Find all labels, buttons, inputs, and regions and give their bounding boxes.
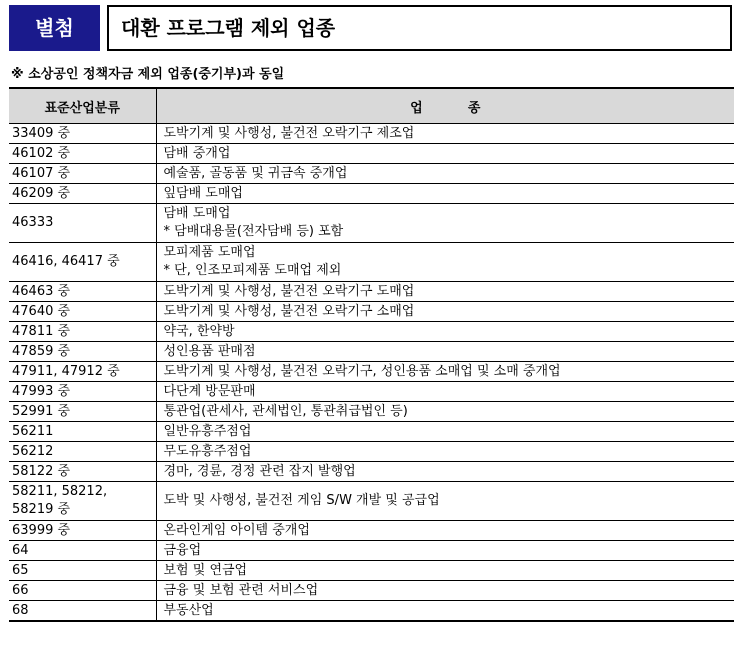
industry-code: 56211 <box>12 423 54 439</box>
industry-code-cell <box>9 402 156 422</box>
table-row <box>9 362 734 382</box>
industry-description-cell <box>156 541 734 561</box>
table-row <box>9 342 734 362</box>
table-row <box>9 541 734 561</box>
industry-description: 다단계 방문판매 <box>163 383 256 399</box>
table-row <box>9 382 734 402</box>
table-row <box>9 601 734 622</box>
industry-code-cell <box>9 362 156 382</box>
table-row <box>9 282 734 302</box>
industry-code: 46209 중 <box>12 185 71 201</box>
industry-description: 일반유흥주점업 <box>163 423 252 439</box>
industry-description-cell <box>156 482 734 521</box>
industry-code-cell <box>9 422 156 442</box>
industry-description: * 담배대용물(전자담배 등) 포함 <box>163 224 344 239</box>
industry-code: 58211, 58212, <box>12 484 108 499</box>
industry-code: 46102 중 <box>12 145 71 161</box>
industry-code-cell <box>9 601 156 622</box>
industry-code: 47640 중 <box>12 303 71 319</box>
table-row <box>9 581 734 601</box>
industry-code-cell <box>9 581 156 601</box>
industry-code-cell <box>9 164 156 184</box>
page-title: 대환 프로그램 제외 업종 <box>107 5 732 51</box>
industry-code: 46333 <box>12 215 54 230</box>
industry-description-cell <box>156 124 734 144</box>
table-row <box>9 561 734 581</box>
industry-code: 66 <box>12 582 29 598</box>
industry-description: 보험 및 연금업 <box>163 562 248 578</box>
industry-description: 잎담배 도매업 <box>163 185 243 201</box>
industry-code-cell <box>9 561 156 581</box>
industry-code: 47859 중 <box>12 343 71 359</box>
industry-description: 도박기계 및 사행성, 불건전 오락기구 제조업 <box>163 125 415 141</box>
industry-code: 58122 중 <box>12 463 71 479</box>
industry-description-cell <box>156 402 734 422</box>
industry-description: 경마, 경륜, 경정 관련 잡지 발행업 <box>163 463 356 479</box>
industry-code-cell <box>9 342 156 362</box>
industry-description-cell <box>156 462 734 482</box>
table-row <box>9 302 734 322</box>
industry-description: 모피제품 도매업 <box>163 245 256 260</box>
column-header-code: 표준산업분류 <box>9 88 156 124</box>
industry-description-cell <box>156 601 734 622</box>
table-row <box>9 243 734 282</box>
industry-description: 금융업 <box>163 542 202 558</box>
excluded-industries-table <box>9 87 734 622</box>
column-header-industry: 업 종 <box>156 88 734 124</box>
table-row <box>9 144 734 164</box>
industry-code-cell <box>9 144 156 164</box>
table-row <box>9 164 734 184</box>
industry-description: 온라인게임 아이템 중개업 <box>163 522 310 538</box>
table-row <box>9 184 734 204</box>
industry-description-cell <box>156 362 734 382</box>
industry-code: 64 <box>12 542 29 558</box>
industry-description-cell <box>156 322 734 342</box>
table-row <box>9 322 734 342</box>
industry-code: 58219 중 <box>12 502 71 517</box>
industry-code-cell <box>9 302 156 322</box>
industry-description: 무도유흥주점업 <box>163 443 252 459</box>
industry-code: 63999 중 <box>12 522 71 538</box>
table-header-row <box>9 88 734 124</box>
industry-description: 도박기계 및 사행성, 불건전 오락기구 도매업 <box>163 283 415 299</box>
industry-code: 47993 중 <box>12 383 71 399</box>
industry-description-cell <box>156 282 734 302</box>
industry-code-cell <box>9 541 156 561</box>
industry-description-cell <box>156 382 734 402</box>
industry-code: 65 <box>12 562 29 578</box>
industry-description-cell <box>156 581 734 601</box>
industry-description-cell <box>156 184 734 204</box>
industry-description: 담배 도매업 <box>163 206 231 221</box>
industry-description: 금융 및 보험 관련 서비스업 <box>163 582 319 598</box>
industry-description-cell <box>156 243 734 282</box>
attachment-badge: 별첨 <box>9 5 100 51</box>
industry-description-cell <box>156 342 734 362</box>
table-row <box>9 124 734 144</box>
industry-description: 담배 중개업 <box>163 145 231 161</box>
industry-code: 56212 <box>12 443 54 459</box>
industry-code-cell <box>9 382 156 402</box>
industry-code-cell <box>9 521 156 541</box>
industry-description: 약국, 한약방 <box>163 323 235 339</box>
page-header <box>9 5 732 51</box>
note-text: ※ 소상공인 정책자금 제외 업종(중기부)과 동일 <box>11 67 285 82</box>
industry-code: 47811 중 <box>12 323 71 339</box>
industry-description-cell <box>156 144 734 164</box>
industry-description-cell <box>156 561 734 581</box>
table-row <box>9 422 734 442</box>
industry-code-cell <box>9 442 156 462</box>
industry-description: 성인용품 판매점 <box>163 343 256 359</box>
industry-description: 통관업(관세사, 관세법인, 통관취급법인 등) <box>163 403 408 419</box>
industry-code: 46107 중 <box>12 165 71 181</box>
industry-code-cell <box>9 204 156 243</box>
table-row <box>9 442 734 462</box>
industry-description-cell <box>156 422 734 442</box>
industry-code-cell <box>9 243 156 282</box>
industry-description-cell <box>156 204 734 243</box>
industry-code-cell <box>9 462 156 482</box>
industry-code: 33409 중 <box>12 125 71 141</box>
industry-code-cell <box>9 322 156 342</box>
table-row <box>9 402 734 422</box>
industry-description: 예술품, 골동품 및 귀금속 중개업 <box>163 165 348 181</box>
industry-code: 46463 중 <box>12 283 71 299</box>
industry-description: 도박 및 사행성, 불건전 게임 S/W 개발 및 공급업 <box>163 493 440 508</box>
table-row <box>9 204 734 243</box>
industry-description-cell <box>156 302 734 322</box>
industry-description: 도박기계 및 사행성, 불건전 오락기구, 성인용품 소매업 및 소매 중개업 <box>163 363 561 379</box>
industry-code-cell <box>9 184 156 204</box>
table-row <box>9 482 734 521</box>
industry-description: * 단, 인조모피제품 도매업 제외 <box>163 263 342 278</box>
industry-code-cell <box>9 124 156 144</box>
industry-code-cell <box>9 282 156 302</box>
industry-description-cell <box>156 521 734 541</box>
table-row <box>9 462 734 482</box>
industry-description-cell <box>156 164 734 184</box>
industry-code: 68 <box>12 602 29 618</box>
industry-description-cell <box>156 442 734 462</box>
table-row <box>9 521 734 541</box>
industry-code: 52991 중 <box>12 403 71 419</box>
industry-code: 47911, 47912 중 <box>12 363 120 379</box>
industry-code: 46416, 46417 중 <box>12 254 120 269</box>
industry-description: 부동산업 <box>163 602 214 618</box>
industry-code-cell <box>9 482 156 521</box>
industry-description: 도박기계 및 사행성, 불건전 오락기구 소매업 <box>163 303 415 319</box>
